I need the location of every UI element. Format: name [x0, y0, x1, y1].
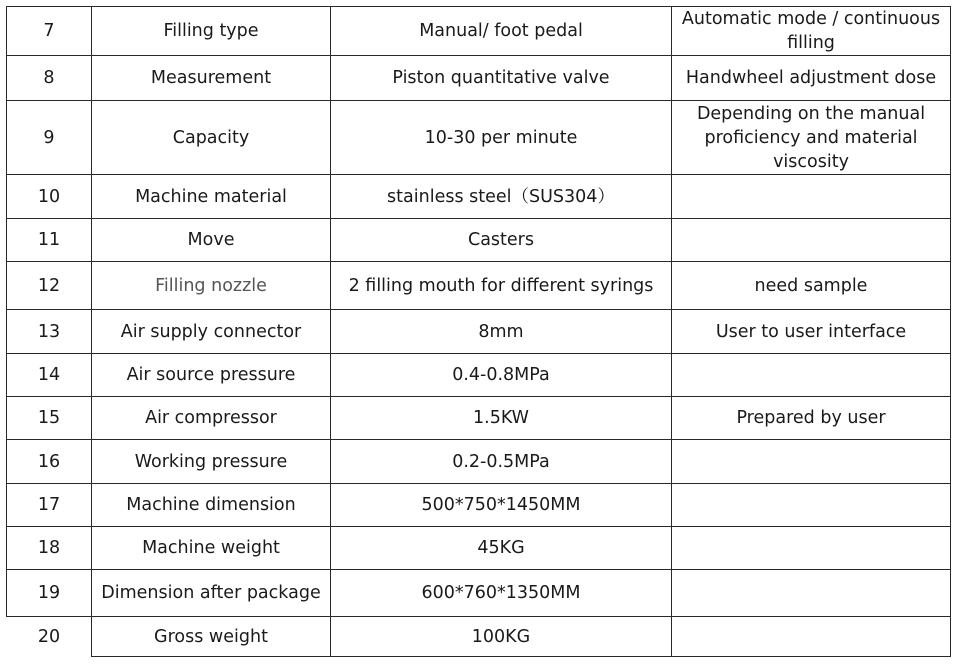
item-name: Gross weight	[92, 617, 331, 657]
table-row	[7, 617, 951, 657]
row-number: 16	[7, 440, 92, 484]
parameter-value: Piston quantitative valve	[331, 56, 672, 101]
parameter-value: 500*750*1450MM	[331, 484, 672, 527]
table-row	[7, 570, 951, 617]
table-row	[7, 440, 951, 484]
row-number: 14	[7, 354, 92, 397]
row-number: 19	[7, 570, 92, 617]
table-row	[7, 397, 951, 440]
parameter-value: 45KG	[331, 527, 672, 570]
row-number: 10	[7, 175, 92, 219]
parameter-value: 10-30 per minute	[331, 101, 672, 175]
table-row	[7, 262, 951, 310]
table-row	[7, 7, 951, 56]
row-number: 7	[7, 7, 92, 56]
row-number: 11	[7, 219, 92, 262]
remark: Depending on the manual proficiency and material viscosity	[672, 101, 951, 175]
remark	[672, 527, 951, 570]
parameter-value: 1.5KW	[331, 397, 672, 440]
remark: User to user interface	[672, 310, 951, 354]
item-name: Machine dimension	[92, 484, 331, 527]
remark	[672, 570, 951, 617]
remark: need sample	[672, 262, 951, 310]
row-number: 13	[7, 310, 92, 354]
table-row	[7, 175, 951, 219]
item-name: Air supply connector	[92, 310, 331, 354]
row-number: 8	[7, 56, 92, 101]
parameter-value: 100KG	[331, 617, 672, 657]
parameter-value: 0.4-0.8MPa	[331, 354, 672, 397]
row-number: 18	[7, 527, 92, 570]
remark: Prepared by user	[672, 397, 951, 440]
table-row	[7, 527, 951, 570]
remark	[672, 219, 951, 262]
remark	[672, 354, 951, 397]
parameter-value: stainless steel（SUS304）	[331, 175, 672, 219]
item-name: Air source pressure	[92, 354, 331, 397]
parameter-value: 0.2-0.5MPa	[331, 440, 672, 484]
remark: Automatic mode / continuous filling	[672, 7, 951, 56]
table-row	[7, 310, 951, 354]
row-number: 12	[7, 262, 92, 310]
item-name: Capacity	[92, 101, 331, 175]
remark	[672, 175, 951, 219]
table-row	[7, 354, 951, 397]
table-row	[7, 219, 951, 262]
item-name: Dimension after package	[92, 570, 331, 617]
row-number: 20	[7, 617, 92, 657]
parameter-value: 600*760*1350MM	[331, 570, 672, 617]
spec-table	[6, 6, 951, 657]
parameter-value: 2 filling mouth for different syrings	[331, 262, 672, 310]
remark	[672, 484, 951, 527]
item-name: Machine material	[92, 175, 331, 219]
remark	[672, 617, 951, 657]
item-name: Machine weight	[92, 527, 331, 570]
remark	[672, 440, 951, 484]
row-number: 15	[7, 397, 92, 440]
table-row	[7, 101, 951, 175]
item-name: Filling nozzle	[92, 262, 331, 310]
item-name: Working pressure	[92, 440, 331, 484]
remark: Handwheel adjustment dose	[672, 56, 951, 101]
table-row	[7, 484, 951, 527]
parameter-value: Casters	[331, 219, 672, 262]
parameter-value: Manual/ foot pedal	[331, 7, 672, 56]
table-row	[7, 56, 951, 101]
item-name: Measurement	[92, 56, 331, 101]
row-number: 9	[7, 101, 92, 175]
parameter-value: 8mm	[331, 310, 672, 354]
item-name: Filling type	[92, 7, 331, 56]
item-name: Move	[92, 219, 331, 262]
item-name: Air compressor	[92, 397, 331, 440]
row-number: 17	[7, 484, 92, 527]
